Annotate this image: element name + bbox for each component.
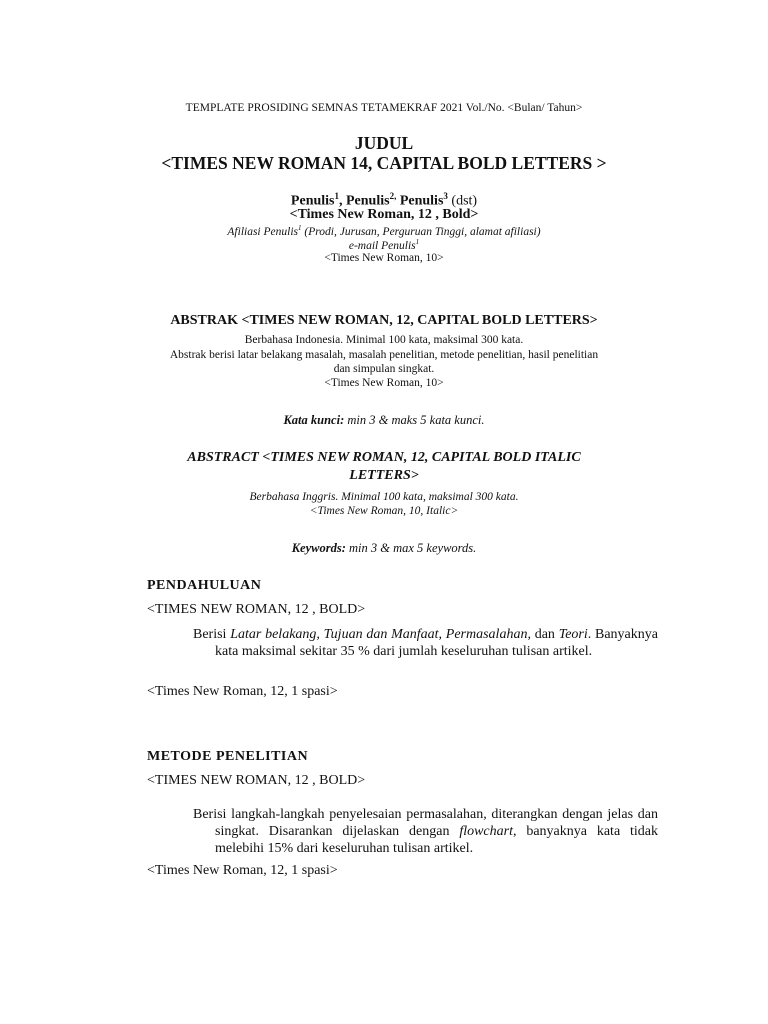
metode-p-c: , banyaknya kata tidak melebihi 15% dari keseluruhan tulisan artikel. xyxy=(215,824,659,856)
keywords-text: min 3 & max 5 keywords. xyxy=(345,541,477,555)
email-label: e-mail Penulis xyxy=(348,239,416,252)
pendahuluan-format: <TIMES NEW ROMAN, 12 , BOLD> xyxy=(147,602,366,617)
email-sup: 1 xyxy=(415,238,420,246)
author-2: , Penulis xyxy=(339,193,390,209)
abstrak-line-3: dan simpulan singkat. xyxy=(333,363,435,375)
abstract-heading-line-2: LETTERS> xyxy=(349,468,419,483)
abstract-format: <Times New Roman, 10, Italic> xyxy=(309,505,459,517)
author-3-sup: 3 xyxy=(443,191,448,201)
pendahuluan-body-format: <Times New Roman, 12, 1 spasi> xyxy=(147,684,338,699)
metode-body-format: <Times New Roman, 12, 1 spasi> xyxy=(147,863,338,878)
author-email xyxy=(0,238,768,252)
author-dst: (dst) xyxy=(447,193,478,209)
pendahuluan-heading: PENDAHULUAN xyxy=(147,578,262,593)
author-2-sup: 2, xyxy=(389,191,397,201)
author-3: Penulis xyxy=(396,193,444,209)
kata-kunci-text: min 3 & maks 5 kata kunci. xyxy=(344,413,485,427)
pendahuluan-p-b: Latar belakang, Tujuan dan Manfaat, Permasalahan, xyxy=(230,627,531,642)
abstrak-format: <Times New Roman, 10> xyxy=(324,377,444,389)
author-format: <Times New Roman, 12 , Bold> xyxy=(289,207,479,222)
metode-paragraph xyxy=(193,806,659,857)
pendahuluan-p-d: Teori xyxy=(558,627,588,642)
pendahuluan-p-e: . Banyaknya kata maksimal sekitar 35 % dari jumlah keseluruhan tulisan artikel. xyxy=(215,627,658,659)
metode-p-b: flowchart xyxy=(459,824,513,839)
author-1: Penulis xyxy=(290,193,335,209)
metode-p-a: Berisi langkah-langkah penyelesaian permasalahan, diterangkan dengan jelas dan singkat. Disarankan dijelaskan dengan xyxy=(193,807,658,839)
pendahuluan-p-a: Berisi xyxy=(193,627,231,642)
affiliation-label: Afiliasi Penulis xyxy=(227,225,299,238)
abstrak-line-2: Abstrak berisi latar belakang masalah, masalah penelitian, metode penelitian, hasil penelitian xyxy=(169,349,599,361)
metode-heading: METODE PENELITIAN xyxy=(147,749,309,764)
author-1-sup: 1 xyxy=(334,191,339,201)
abstract-heading-line-1: ABSTRACT <TIMES NEW ROMAN, 12, CAPITAL BOLD ITALIC xyxy=(187,450,581,465)
metode-format: <TIMES NEW ROMAN, 12 , BOLD> xyxy=(147,773,366,788)
abstract-line-1: Berbahasa Inggris. Minimal 100 kata, maksimal 300 kata. xyxy=(249,491,519,503)
affiliation-detail: (Prodi, Jurusan, Perguruan Tinggi, alamat afiliasi) xyxy=(301,225,541,238)
keywords xyxy=(0,541,768,556)
abstrak-heading: ABSTRAK <TIMES NEW ROMAN, 12, CAPITAL BOLD LETTERS> xyxy=(170,313,598,328)
running-header: TEMPLATE PROSIDING SEMNAS TETAMEKRAF 2021 Vol./No. <Bulan/ Tahun> xyxy=(185,102,583,114)
affiliation-format: <Times New Roman, 10> xyxy=(324,252,444,264)
affiliation-sup: 1 xyxy=(298,224,302,232)
abstrak-line-1: Berbahasa Indonesia. Minimal 100 kata, maksimal 300 kata. xyxy=(244,334,524,346)
pendahuluan-paragraph xyxy=(193,626,658,660)
affiliation xyxy=(0,224,768,238)
title-line-2: <TIMES NEW ROMAN 14, CAPITAL BOLD LETTERS > xyxy=(161,153,607,173)
kata-kunci xyxy=(0,413,768,428)
kata-kunci-label: Kata kunci: xyxy=(283,413,345,427)
keywords-label: Keywords: xyxy=(291,541,346,555)
pendahuluan-p-c: dan xyxy=(530,627,559,642)
title-line-1: JUDUL xyxy=(354,133,414,153)
